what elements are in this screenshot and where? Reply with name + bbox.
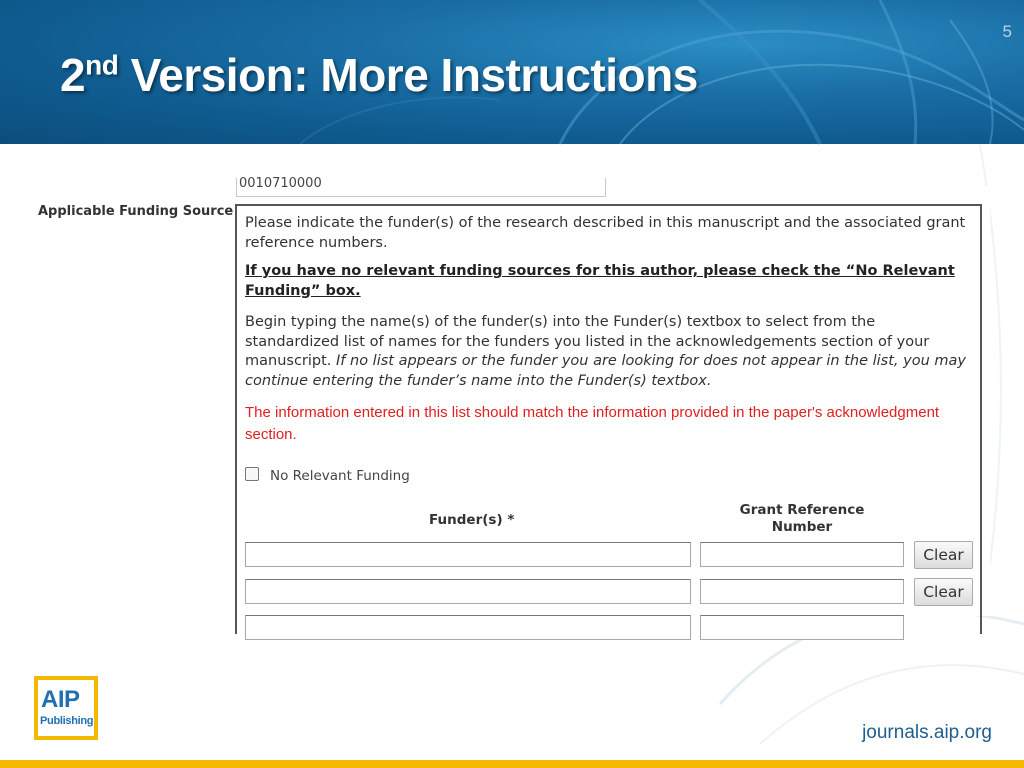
grant-number-input[interactable] — [700, 579, 904, 604]
typing-instruction-italic: If no list appears or the funder you are looking for does not appear in the list, you may continue entering the funder’s name into the Funder(s) textbox. — [245, 353, 966, 389]
aip-publishing-logo — [34, 676, 98, 740]
typing-instruction: Begin typing the name(s) of the funder(s) into the Funder(s) textbox to select from the standardized list of names for the funders you listed in the acknowledgements section of your manuscript. If no list appears or the funder you are looking for does not appear in the list, you may continue entering the funder’s name into the Funder(s) textbox. — [245, 314, 966, 389]
funder-input-partial[interactable] — [245, 615, 691, 640]
no-sources-instruction: If you have no relevant funding sources for this author, please check the “No Relevant Funding” box. — [245, 263, 955, 299]
funding-panel — [235, 204, 982, 634]
funder-input[interactable] — [245, 542, 691, 567]
form-screenshot — [30, 176, 990, 616]
no-relevant-funding-label: No Relevant Funding — [270, 468, 410, 484]
funder-column-header: Funder(s) * — [429, 512, 515, 528]
bottom-accent-bar — [0, 760, 1024, 768]
logo-publishing-text: Publishing — [40, 715, 94, 727]
funder-input[interactable] — [245, 579, 691, 604]
page-title: 2nd Version: More Instructions — [60, 49, 698, 101]
journals-url: journals.aip.org — [862, 722, 992, 743]
previous-field[interactable]: 0010710000 — [236, 178, 606, 197]
clear-button[interactable]: Clear — [914, 541, 973, 569]
title-superscript: nd — [85, 49, 119, 81]
slide-number: 5 — [1002, 22, 1012, 41]
warning-text: The information entered in this list should match the information provided in the paper's acknowledgment section. — [245, 404, 940, 443]
intro-text: Please indicate the funder(s) of the research described in this manuscript and the associated grant reference numbers. — [245, 215, 966, 251]
logo-aip-text: AIP — [41, 686, 80, 713]
grant-number-input[interactable] — [700, 542, 904, 567]
funding-source-label: Applicable Funding Source — [38, 204, 234, 219]
grant-number-input-partial[interactable] — [700, 615, 904, 640]
no-relevant-funding-checkbox[interactable] — [245, 467, 259, 481]
clear-button[interactable]: Clear — [914, 578, 973, 606]
header-banner — [0, 0, 1024, 144]
grant-column-header: Grant Reference Number — [739, 502, 865, 535]
no-relevant-funding-option[interactable] — [245, 468, 410, 484]
